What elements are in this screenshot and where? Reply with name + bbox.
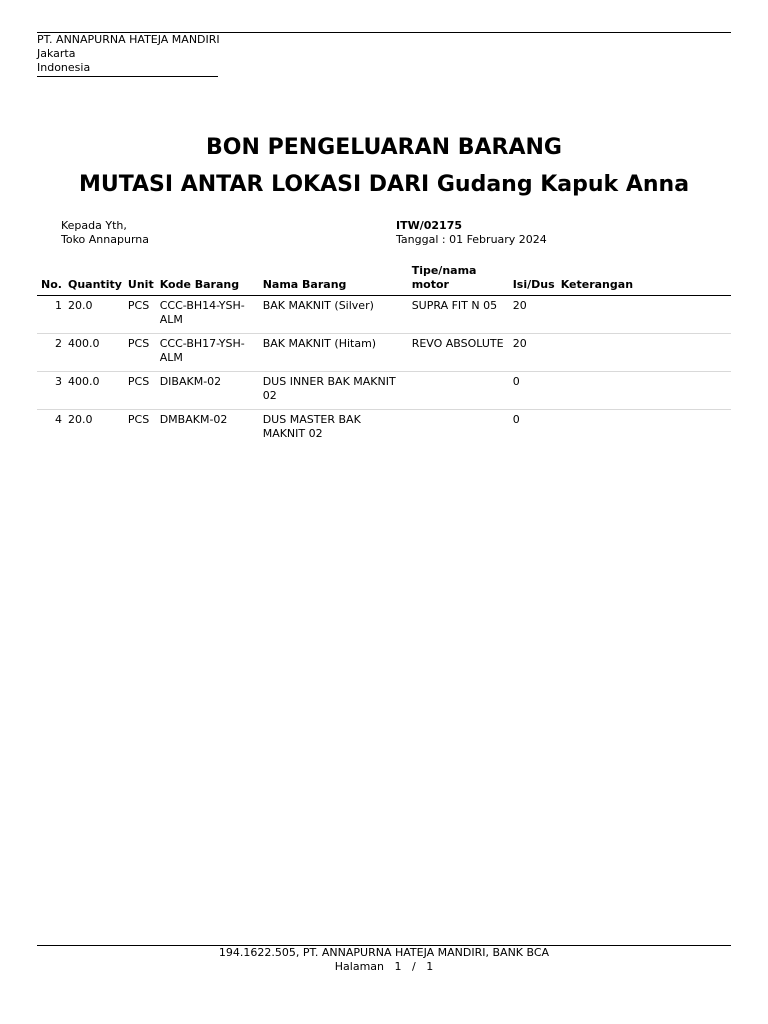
items-table (37, 262, 731, 447)
recipient-block (61, 219, 149, 247)
cell-tipe-motor: SUPRA FIT N 05 (409, 296, 510, 334)
footer-page-number: Halaman 1 / 1 (334, 960, 434, 973)
cell-unit: PCS (125, 334, 157, 372)
cell-no: 4 (55, 413, 62, 426)
cell-quantity: 20.0 (65, 296, 125, 334)
cell-isi-dus: 0 (512, 413, 520, 426)
cell-unit: PCS (127, 413, 150, 426)
header-nama-barang: Nama Barang (260, 262, 409, 296)
cell-tipe-motor: REVO ABSOLUTE (409, 334, 510, 372)
cell-keterangan (558, 410, 731, 448)
document-number: ITW/02175 (396, 219, 463, 232)
footer-company-bank: 194.1622.505, PT. ANNAPURNA HATEJA MANDIRI, BANK BCA (218, 946, 550, 959)
document-date: Tanggal : 01 February 2024 (396, 233, 547, 246)
header-tipe-line1: Tipe/nama (411, 264, 477, 277)
cell-nama-barang: BAK MAKNIT (Silver) (260, 296, 409, 334)
company-name: PT. ANNAPURNA HATEJA MANDIRI (37, 33, 220, 46)
cell-no: 2 (37, 334, 65, 372)
table-header-row (37, 262, 731, 296)
cell-no: 3 (37, 372, 65, 410)
document-info-block (396, 219, 547, 247)
cell-kode-barang: DIBAKM-02 (157, 372, 260, 410)
recipient-name: Toko Annapurna (61, 233, 149, 246)
document-title: BON PENGELUARAN BARANG (206, 135, 562, 160)
cell-quantity: 400.0 (65, 334, 125, 372)
header-tipe-motor (409, 262, 510, 296)
cell-nama-barang: DUS INNER BAK MAKNIT 02 (260, 372, 409, 410)
document-subtitle: MUTASI ANTAR LOKASI DARI Gudang Kapuk Anna (78, 172, 690, 197)
table-row (37, 296, 731, 334)
header-unit: Unit (125, 262, 157, 296)
table-row (37, 410, 731, 448)
company-city: Jakarta (37, 47, 76, 60)
cell-unit: PCS (125, 296, 157, 334)
cell-quantity: 20.0 (68, 413, 93, 426)
header-tipe-line2: motor (411, 278, 449, 291)
cell-isi-dus: 20 (510, 296, 558, 334)
cell-no: 1 (37, 296, 65, 334)
cell-keterangan (558, 372, 731, 410)
cell-kode-barang: CCC-BH17-YSH-ALM (157, 334, 260, 372)
cell-isi-dus: 0 (510, 372, 558, 410)
header-kode-barang: Kode Barang (157, 262, 260, 296)
table-row (37, 372, 731, 410)
cell-isi-dus: 20 (510, 334, 558, 372)
cell-tipe-motor (409, 410, 510, 448)
header-no: No. (37, 262, 65, 296)
cell-keterangan (558, 334, 731, 372)
cell-nama-barang: DUS MASTER BAK MAKNIT 02 (262, 413, 361, 440)
header-quantity: Quantity (65, 262, 125, 296)
cell-kode-barang: CCC-BH14-YSH-ALM (157, 296, 260, 334)
header-keterangan: Keterangan (558, 262, 731, 296)
header-isi-dus: Isi/Dus (510, 262, 558, 296)
recipient-greeting: Kepada Yth, (61, 219, 127, 232)
cell-nama-barang: BAK MAKNIT (Hitam) (260, 334, 409, 372)
table-row (37, 334, 731, 372)
cell-unit: PCS (125, 372, 157, 410)
cell-keterangan (558, 296, 731, 334)
cell-kode-barang: DMBAKM-02 (159, 413, 228, 426)
cell-tipe-motor (409, 372, 510, 410)
company-country: Indonesia (37, 61, 91, 74)
cell-quantity: 400.0 (65, 372, 125, 410)
company-address-block (37, 33, 218, 77)
